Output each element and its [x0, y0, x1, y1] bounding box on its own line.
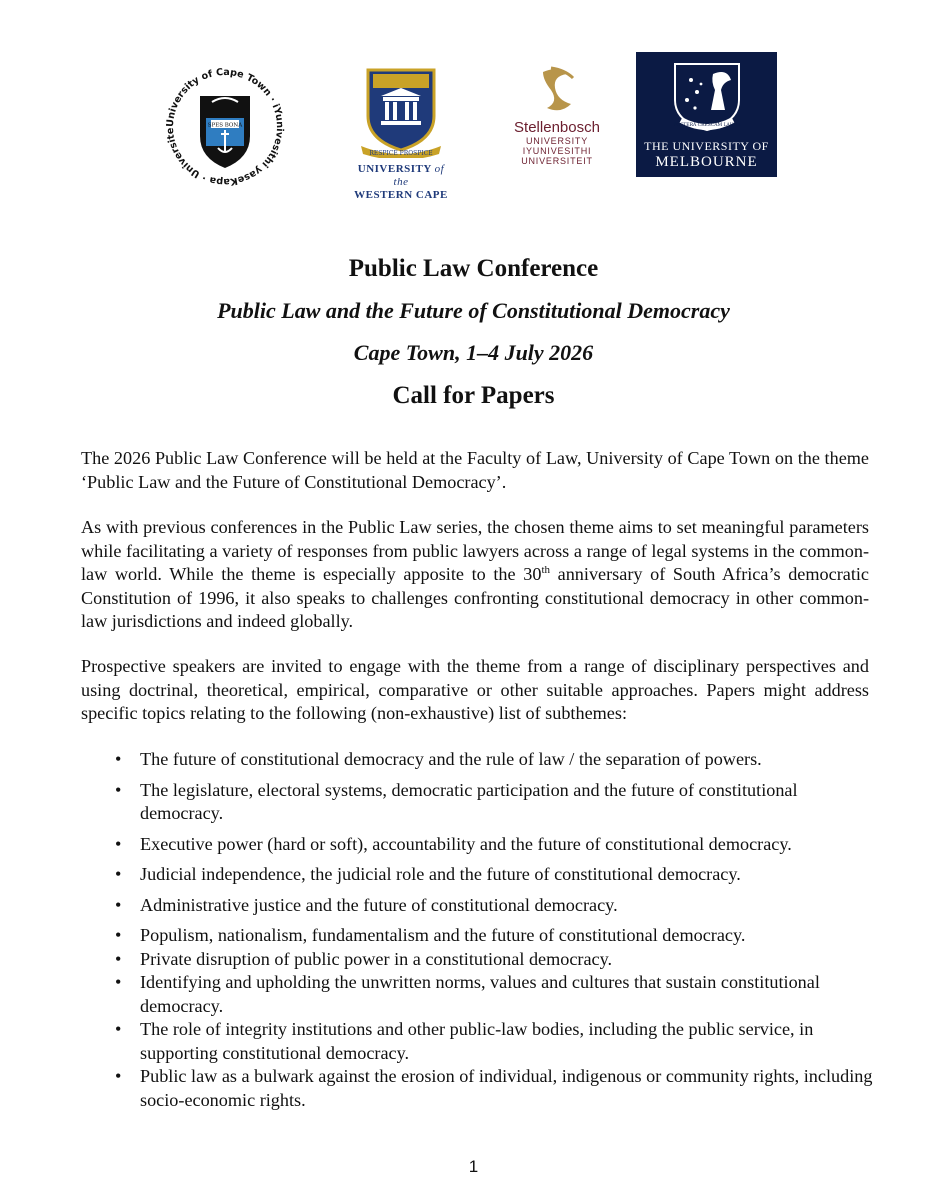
page-number: 1	[468, 1157, 479, 1176]
ordinal-superscript: th	[541, 563, 550, 576]
intro-paragraph: The 2026 Public Law Conference will be held at the Faculty of Law, University of Cape Town on the theme ‘Public Law and the Future of Constitutional Democracy’.	[81, 448, 869, 492]
uwc-name-italic: of the	[393, 163, 445, 188]
melbourne-line1: THE UNIVERSITY OF	[644, 139, 769, 153]
stellenbosch-mark-icon	[537, 66, 577, 114]
subtheme-item: • Judicial independence, the judicial role and the future of constitutional democracy.	[81, 863, 881, 887]
subtheme-item: • Executive power (hard or soft), accountability and the future of constitutional democracy.	[81, 833, 881, 857]
uwc-name	[351, 163, 451, 202]
conference-location-dates: Cape Town, 1–4 July 2026	[353, 340, 594, 365]
subtheme-item: • Populism, nationalism, fundamentalism and the future of constitutional democracy.	[81, 924, 881, 948]
melbourne-line2: MELBOURNE	[655, 154, 758, 170]
uwc-name-line1: UNIVERSITY	[357, 163, 432, 175]
logo-row	[0, 52, 947, 201]
subtheme-item: • Identifying and upholding the unwritten norms, values and cultures that sustain constitutional democracy.	[81, 971, 881, 1018]
stellenbosch-logo	[505, 66, 609, 166]
uct-ring-text: University of Cape Town · iYunivesithi yaseKapa · Universite	[164, 66, 286, 188]
conference-theme: Public Law and the Future of Constitutional Democracy	[217, 298, 730, 323]
subtheme-item: • The role of integrity institutions and other public-law bodies, including the public service, in supporting constitutional democracy.	[81, 1018, 881, 1065]
uwc-crest-icon	[351, 66, 451, 158]
stellenbosch-sub	[505, 136, 609, 166]
context-text-a: As with previous conferences in the Public Law series, the chosen theme aims to set meaningful parameters while facilitating a variety of responses from public lawyers across a range of legal systems in the common-law world. While the theme is especially apposite to the 30	[81, 517, 869, 584]
subtheme-item: • Administrative justice and the future of constitutional democracy.	[81, 894, 881, 918]
stellenbosch-line2: IYUNIVESITHI	[522, 146, 592, 156]
melbourne-motto: POSTERA CRESCAM LAUDE	[672, 123, 741, 128]
subtheme-item: • The legislature, electoral systems, democratic participation and the future of constitutional democracy.	[81, 779, 881, 826]
uwc-name-line2: WESTERN CAPE	[354, 189, 448, 201]
uwc-logo	[351, 66, 451, 201]
stellenbosch-line1: UNIVERSITY	[525, 136, 588, 146]
uwc-motto: RESPICE PROSPICE	[369, 150, 433, 157]
context-text-b: anniversary of South Africa’s democratic Constitution of 1996, it also speaks to challenges confronting constitutional democracy in other common-law jurisdictions and indeed globally.	[81, 564, 870, 631]
melbourne-logo	[636, 52, 777, 177]
subthemes-list	[81, 748, 881, 1112]
subtheme-item: • Private disruption of public power in a constitutional democracy.	[81, 948, 881, 972]
uct-logo	[160, 62, 290, 192]
uct-motto: SPES BONA	[207, 122, 243, 129]
stellenbosch-name: Stellenbosch	[514, 119, 600, 136]
melbourne-crest-icon	[667, 60, 747, 132]
stellenbosch-line3: UNIVERSITEIT	[521, 156, 593, 166]
invitation-paragraph: Prospective speakers are invited to engage with the theme from a range of disciplinary perspectives and using doctrinal, theoretical, empirical, comparative or other suitable approaches. Papers might address specific topics relating to the following (non-exhaustive) list of subthemes:	[81, 656, 869, 723]
uct-seal-icon	[160, 62, 290, 192]
call-for-papers-heading: Call for Papers	[392, 382, 555, 409]
subtheme-item: • Public law as a bulwark against the erosion of individual, indigenous or community rights, including socio-economic rights.	[81, 1065, 881, 1112]
conference-title: Public Law Conference	[348, 255, 599, 282]
subtheme-item: • The future of constitutional democracy and the rule of law / the separation of powers.	[81, 748, 881, 772]
context-paragraph	[81, 516, 869, 634]
